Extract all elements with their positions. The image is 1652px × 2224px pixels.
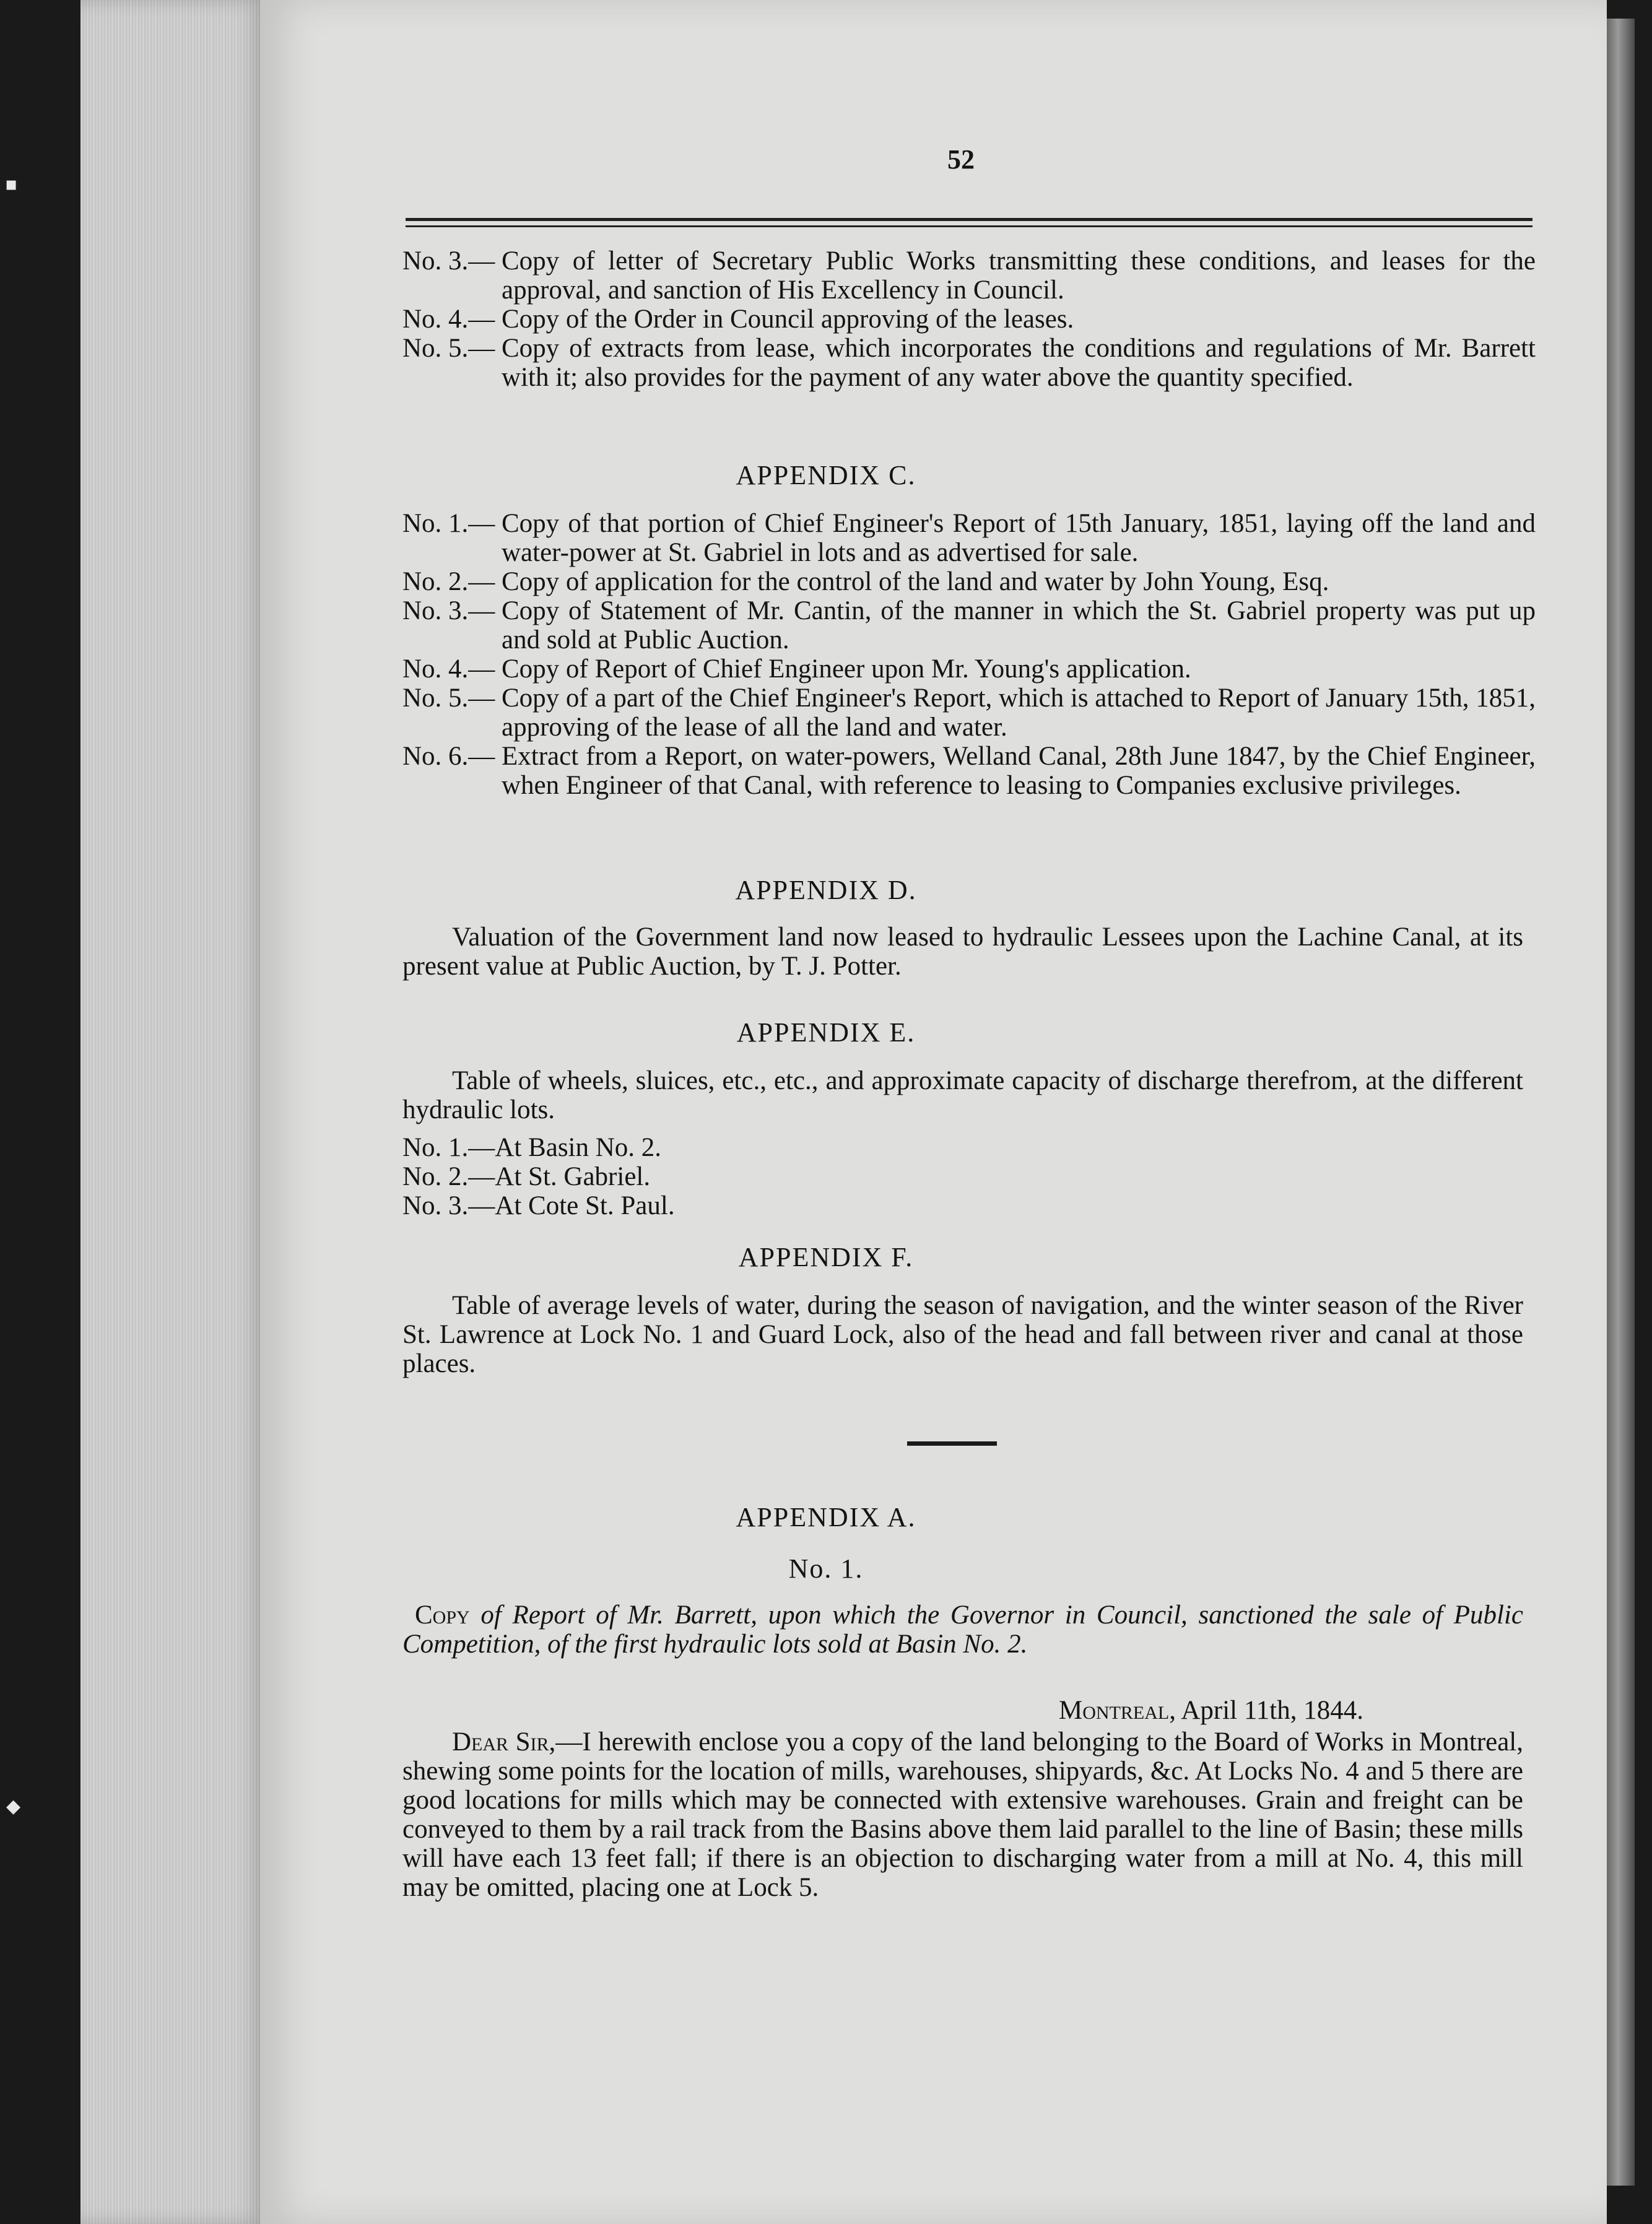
appendix-e-heading: APPENDIX E.	[736, 1017, 916, 1048]
appendix-d-heading: APPENDIX D.	[735, 875, 917, 905]
list-item: No. 3.— Copy of Statement of Mr. Cantin, of the manner in which the St. Gabriel property was put up and sold at Public Auction.	[402, 596, 1536, 654]
appendix-f-heading: APPENDIX F.	[738, 1242, 914, 1272]
letter-place: Montreal,	[1059, 1696, 1176, 1725]
appendix-c-list	[402, 509, 1536, 800]
appendix-a-heading: APPENDIX A.	[736, 1502, 916, 1532]
header-rule-top	[406, 218, 1532, 221]
list-item: No. 5.— Copy of a part of the Chief Engineer's Report, which is attached to Report of January 15th, 1851, approving of the lease of all the land and water.	[402, 684, 1536, 742]
appendix-b-list	[402, 246, 1536, 392]
list-item: No. 3.— Copy of letter of Secretary Public Works transmitting these conditions, and leases for the approval, and sanction of His Excellency in Council.	[402, 246, 1536, 305]
list-item: No. 2.—At St. Gabriel.	[402, 1162, 651, 1191]
appendix-e-list	[402, 1133, 675, 1220]
right-page-edge	[1607, 19, 1635, 2186]
copy-label: Copy	[415, 1601, 470, 1630]
list-item: No. 2.— Copy of application for the control of the land and water by John Young, Esq.	[402, 567, 1329, 596]
letter-body	[402, 1727, 1523, 1902]
book-page-edges	[80, 0, 266, 2224]
appendix-e-text: Table of wheels, sluices, etc., etc., and approximate capacity of discharge therefrom, at the different hydraulic lots.	[402, 1066, 1523, 1124]
list-item: No. 4.— Copy of Report of Chief Engineer upon Mr. Young's application.	[402, 654, 1191, 684]
letter-text: —I herewith enclose you a copy of the land belonging to the Board of Works in Montreal, shewing some points for the location of mills, warehouses, shipyards, &c. At Locks No. 4 and 5 there are good locations for mills which may be connected with extensive warehouses. Grain and freight can be conveyed to them by a rail track from the Basins above them laid parallel to the line of Basin; these mills will have each 13 feet fall; if there is an objection to discharging water from a mill at No. 4, this mill may be omitted, placing one at Lock 5.	[402, 1727, 1524, 1902]
copy-text: of Report of Mr. Barrett, upon which the Governor in Council, sanctioned the sale of Public Competition, of the first hydraulic lots sold at Basin No. 2.	[402, 1601, 1523, 1659]
header-rule-bottom	[406, 225, 1532, 227]
scan-speck: ◆	[6, 1796, 21, 1817]
list-item: No. 1.—At Basin No. 2.	[402, 1133, 662, 1162]
list-item: No. 5.— Copy of extracts from lease, which incorporates the conditions and regulations of Mr. Barrett with it; also provides for the payment of any water above the quantity specified.	[402, 334, 1536, 392]
scan-speck: ▪	[5, 173, 18, 195]
letter-date: April 11th, 1844.	[1181, 1696, 1363, 1725]
copy-caption	[402, 1601, 1523, 1659]
list-item: No. 4.— Copy of the Order in Council approving of the leases.	[402, 305, 1074, 334]
appendix-a-subheading: No. 1.	[788, 1553, 864, 1584]
letter-dateline	[1059, 1695, 1363, 1726]
list-item: No. 3.—At Cote St. Paul.	[402, 1191, 675, 1220]
section-divider	[907, 1441, 997, 1446]
appendix-c-heading: APPENDIX C.	[736, 460, 916, 490]
appendix-f-text: Table of average levels of water, during the season of navigation, and the winter season of the River St. Lawrence at Lock No. 1 and Guard Lock, also of the head and fall between river and canal at those places.	[402, 1291, 1523, 1378]
list-item: No. 1.— Copy of that portion of Chief Engineer's Report of 15th January, 1851, laying off the land and water-power at St. Gabriel in lots and as advertised for sale.	[402, 509, 1536, 567]
page-number: 52	[947, 144, 975, 175]
letter-salutation: Dear Sir,	[452, 1727, 556, 1757]
appendix-d-text: Valuation of the Government land now leased to hydraulic Lessees upon the Lachine Canal, at its present value at Public Auction, by T. J. Potter.	[402, 923, 1523, 981]
list-item: No. 6.— Extract from a Report, on water-powers, Welland Canal, 28th June 1847, by the Chief Engineer, when Engineer of that Canal, with reference to leasing to Companies exclusive privileges.	[402, 742, 1536, 800]
